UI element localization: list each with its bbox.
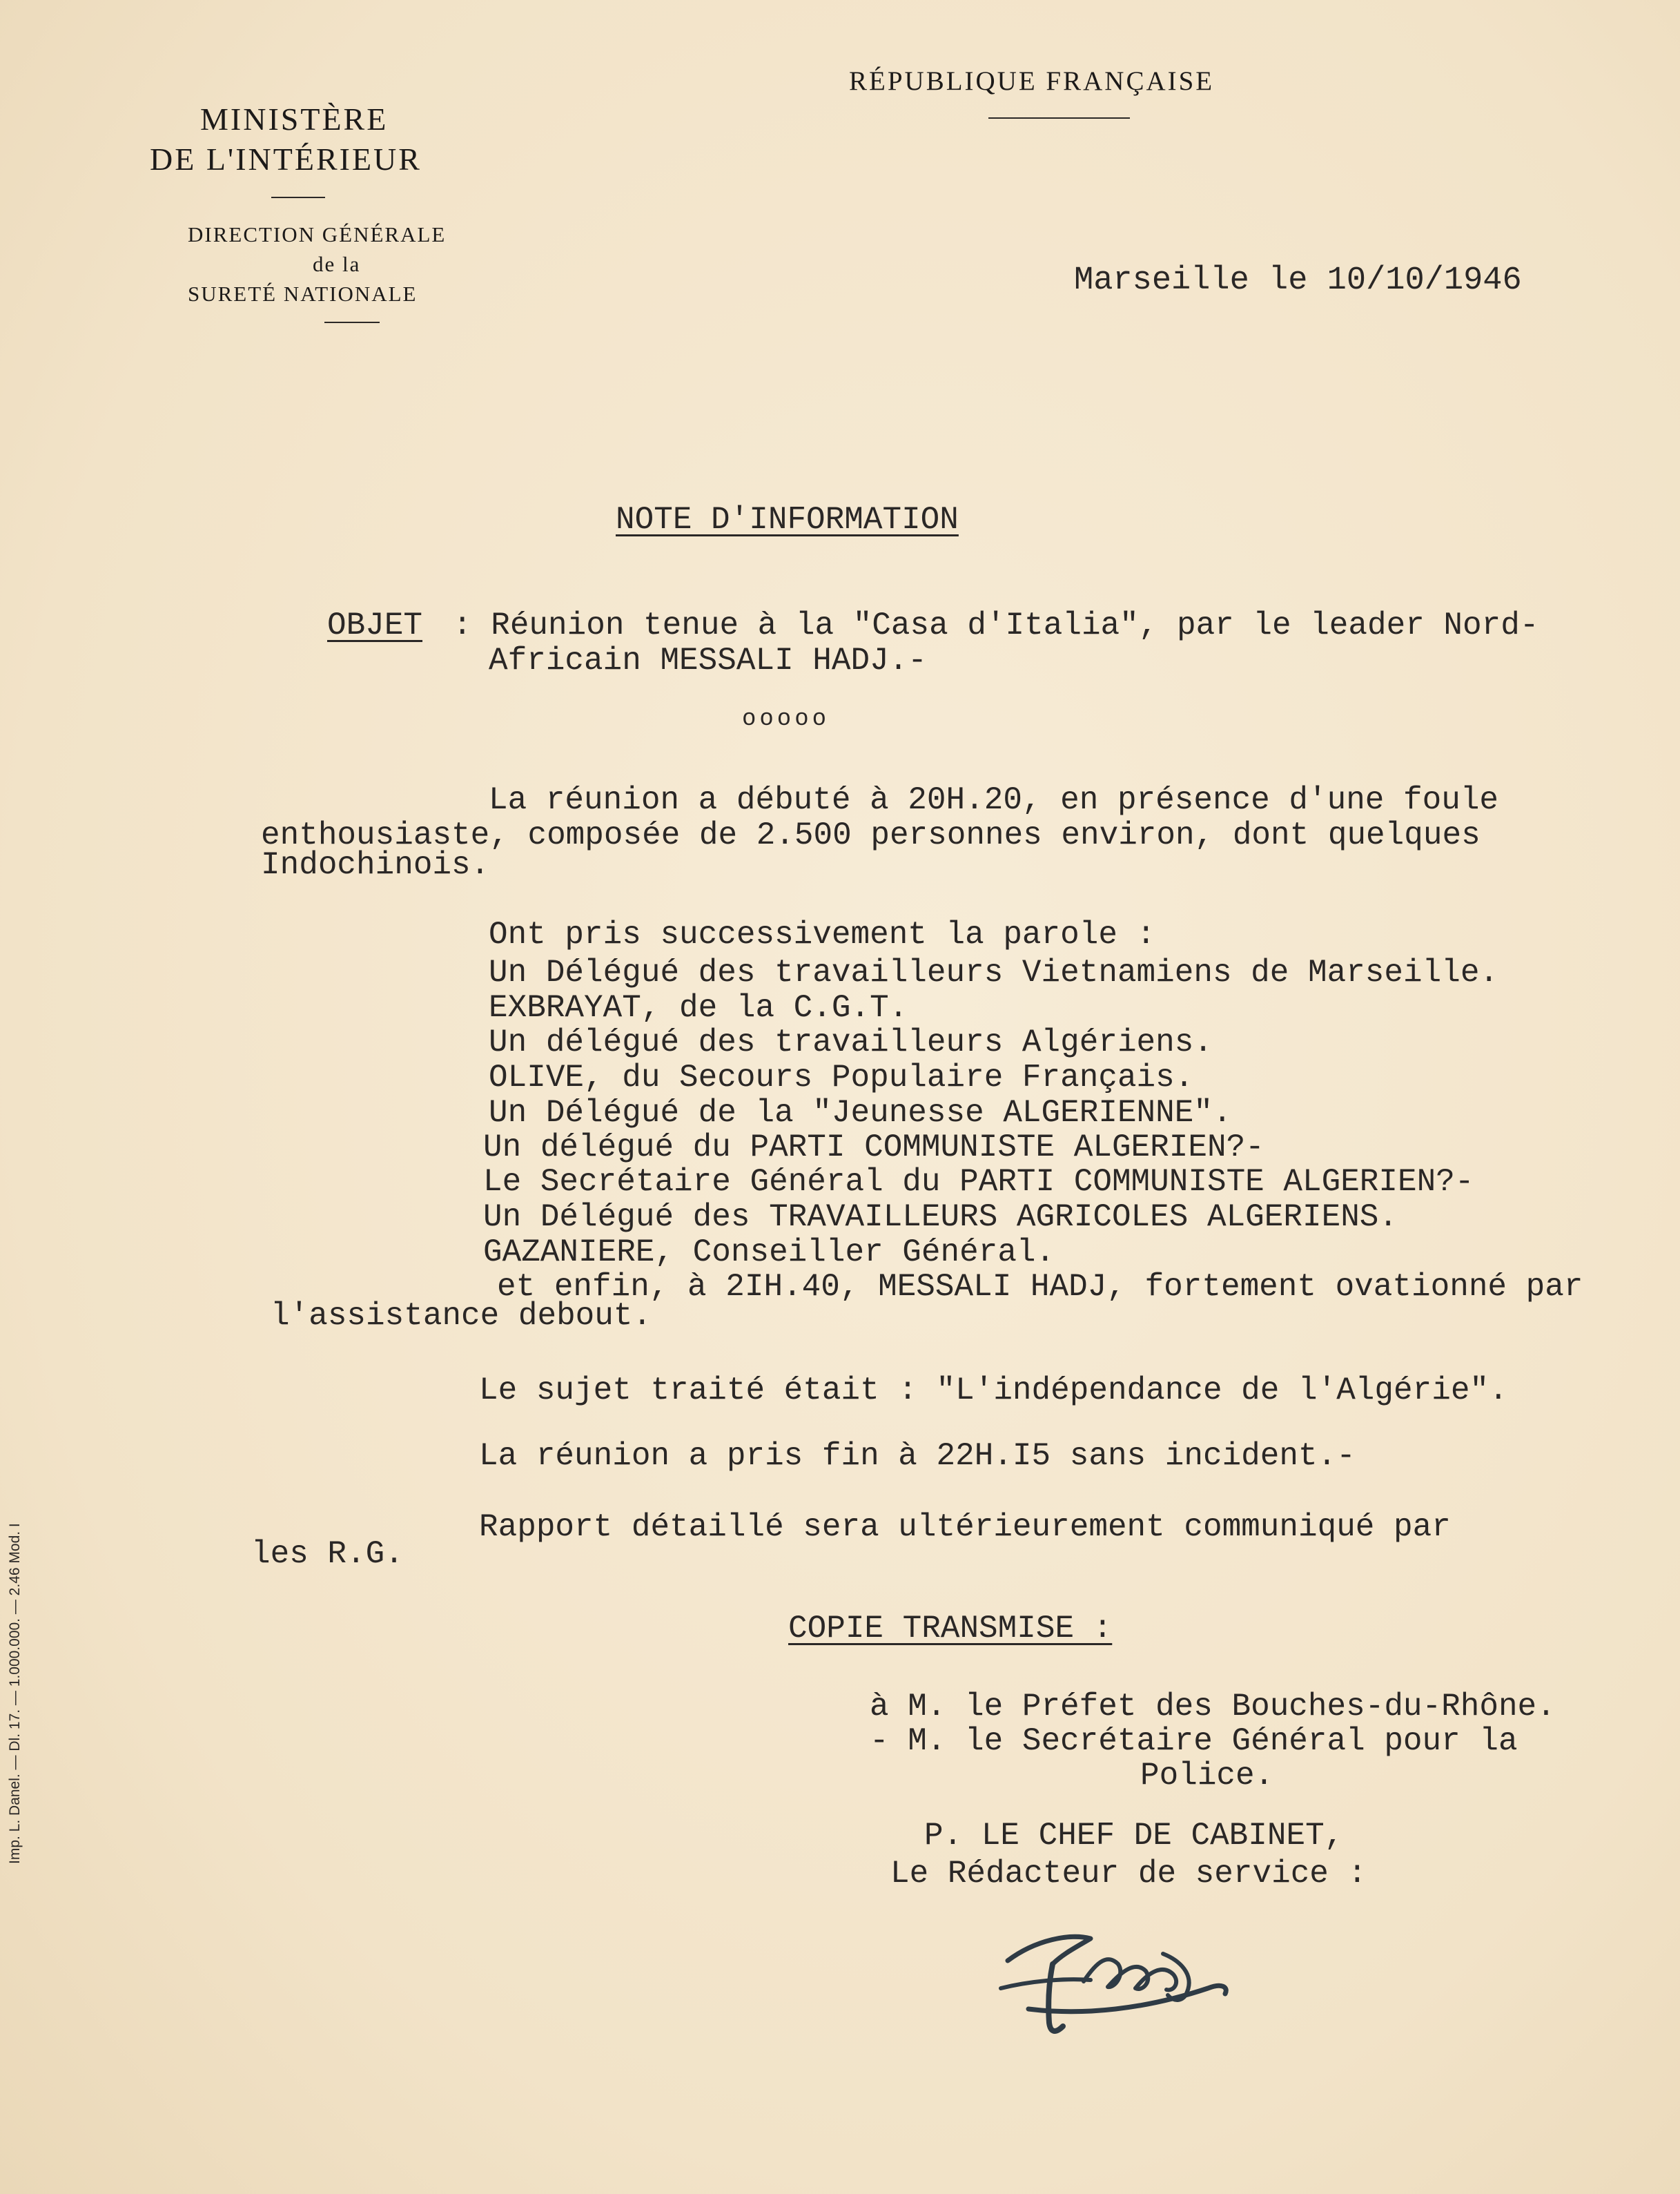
copy-line3: Police.	[1140, 1758, 1274, 1794]
direction-line3: SURETÉ NATIONALE	[188, 282, 418, 306]
speaker-item: Le Secrétaire Général du PARTI COMMUNISTE ALGERIEN?-	[483, 1164, 1474, 1200]
objet-line2: Africain MESSALI HADJ.-	[489, 643, 927, 679]
direction-line1: DIRECTION GÉNÉRALE	[188, 222, 447, 246]
ministry-line1: MINISTÈRE	[200, 101, 389, 137]
republic-rule	[988, 117, 1130, 119]
objet-label: OBJET	[327, 608, 423, 643]
speaker-item: Un Délégué de la "Jeunesse ALGERIENNE".	[489, 1095, 1232, 1131]
speaker-item: Un délégué du PARTI COMMUNISTE ALGERIEN?-	[483, 1129, 1264, 1165]
speaker-item: GAZANIERE, Conseiller Général.	[483, 1234, 1055, 1270]
republic-header: RÉPUBLIQUE FRANÇAISE	[849, 66, 1215, 96]
letterhead-rule	[271, 197, 325, 198]
paragraph1-line2: enthousiaste, composée de 2.500 personnes environ, dont quelques	[261, 817, 1481, 853]
end-line: La réunion a pris fin à 22H.I5 sans incident.-	[479, 1438, 1356, 1474]
separator: ooooo	[742, 706, 830, 732]
printer-margin-note: Imp. L. Danel. — Dl. 17. — 1.000.000. — 2.46 Mod. I	[7, 1523, 23, 1864]
speaker-item: EXBRAYAT, de la C.G.T.	[489, 990, 908, 1026]
copy-line2: - M. le Secrétaire Général pour la	[870, 1723, 1518, 1759]
signature-line1: P. LE CHEF DE CABINET,	[924, 1818, 1344, 1854]
copy-title: COPIE TRANSMISE :	[788, 1611, 1113, 1647]
speaker-item: Un Délégué des travailleurs Vietnamiens de Marseille.	[489, 955, 1499, 991]
copy-line1: à M. le Préfet des Bouches-du-Rhône.	[870, 1689, 1556, 1725]
report-line1: Rapport détaillé sera ultérieurement communiqué par	[479, 1509, 1451, 1545]
speaker-item: Un Délégué des TRAVAILLEURS AGRICOLES ALGERIENS.	[483, 1199, 1398, 1235]
note-title: NOTE D'INFORMATION	[616, 502, 959, 538]
paragraph1-line3: Indochinois.	[261, 847, 490, 883]
place-date: Marseille le 10/10/1946	[1074, 262, 1522, 299]
objet-line1: : Réunion tenue à la "Casa d'Italia", par le leader Nord-	[453, 608, 1539, 643]
speakers-intro: Ont pris successivement la parole :	[489, 917, 1156, 953]
ministry-line2: DE L'INTÉRIEUR	[150, 142, 422, 177]
speaker-item: et enfin, à 2IH.40, MESSALI HADJ, fortement ovationné par	[497, 1269, 1583, 1305]
speaker-item: OLIVE, du Secours Populaire Français.	[489, 1060, 1194, 1096]
direction-rule	[324, 322, 380, 323]
direction-line2: de la	[313, 252, 361, 276]
speaker-item: Un délégué des travailleurs Algériens.	[489, 1025, 1213, 1060]
speakers-continued: l'assistance debout.	[271, 1298, 652, 1334]
paragraph1-line1: La réunion a débuté à 20H.20, en présence d'une foule	[489, 782, 1499, 818]
report-line2: les R.G.	[251, 1536, 404, 1572]
signature-line2: Le Rédacteur de service :	[890, 1856, 1367, 1892]
subject-line: Le sujet traité était : "L'indépendance de l'Algérie".	[479, 1372, 1508, 1408]
handwritten-signature	[987, 1905, 1249, 2043]
